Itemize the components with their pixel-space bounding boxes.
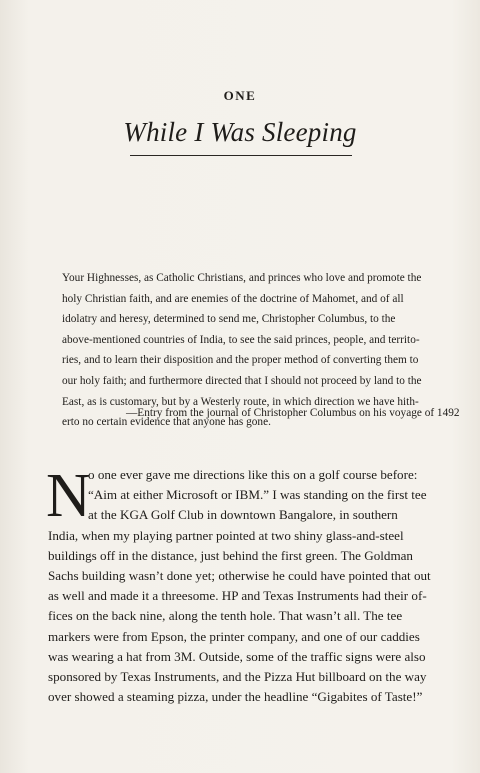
epigraph-line: East, as is customary, but by a Westerly route, in which direction we have hith- — [62, 395, 419, 408]
epigraph-line: Your Highnesses, as Catholic Christians, and princes who love and promote the — [62, 272, 422, 284]
chapter-title: While I Was Sleeping — [123, 117, 357, 147]
body-line: at the KGA Golf Club in downtown Bangalore, in southern — [88, 507, 398, 523]
body-line: as well and made it a threesome. HP and Texas Instruments had their of- — [48, 588, 427, 604]
epigraph-line: holy Christian faith, and are enemies of the doctrine of Mahomet, and of all — [62, 292, 404, 305]
drop-cap: N — [46, 462, 91, 530]
body-line: Sachs building wasn’t done yet; otherwise he could have pointed that out — [48, 568, 431, 584]
epigraph-line: our holy faith; and furthermore directed that I should not proceed by land to the — [62, 374, 422, 387]
epigraph-line: erto no certain evidence that anyone has gone. — [62, 416, 271, 429]
body-line: o one ever gave me directions like this on a golf course before: — [88, 467, 418, 482]
body-paragraph — [46, 462, 431, 707]
body-line: fices on the back nine, along the tenth hole. That wasn’t all. The tee — [48, 608, 403, 624]
body-line: sponsored by Texas Instruments, and the Pizza Hut billboard on the way — [48, 669, 427, 685]
body-line: India, when my playing partner pointed at two shiny glass-and-steel — [48, 527, 404, 543]
chapter-number: ONE — [223, 88, 257, 103]
epigraph-line: above-mentioned countries of India, to see the said princes, people, and territo- — [62, 333, 420, 346]
body-line: markers were from Epson, the printer company, and one of our caddies — [48, 628, 420, 644]
body-line: buildings off in the distance, just behind the first green. The Goldman — [48, 547, 413, 563]
epigraph-line: idolatry and heresy, determined to send me, Christopher Columbus, to the — [62, 313, 396, 326]
body-line: was wearing a hat from 3M. Outside, some of the traffic signs were also — [48, 648, 426, 664]
body-line: “Aim at either Microsoft or IBM.” I was standing on the first tee — [88, 487, 427, 503]
epigraph-attribution: —Entry from the journal of Christopher Columbus on his voyage of 1492 — [126, 407, 460, 419]
epigraph-line: ries, and to learn their disposition and the proper method of converting them to — [62, 354, 419, 367]
title-underline — [130, 155, 352, 156]
body-line: over showed a steaming pizza, under the headline “Gigabites of Taste!” — [48, 689, 423, 705]
